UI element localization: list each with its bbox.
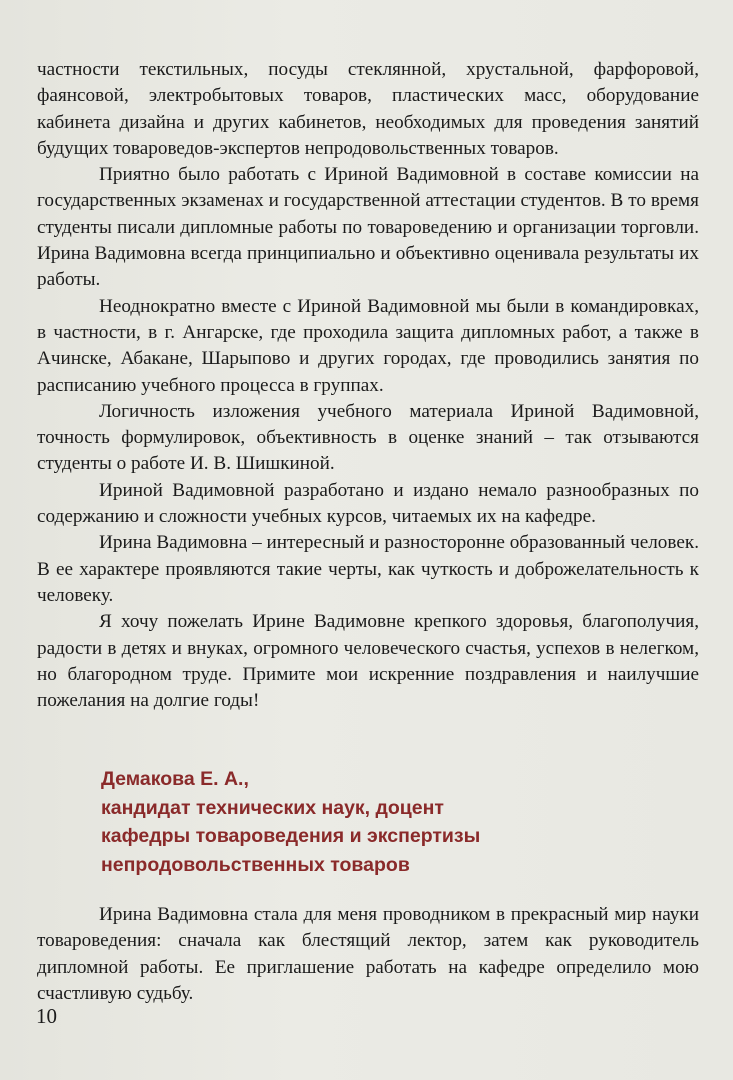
paragraph: Приятно было работать с Ириной Вадимовной в составе комиссии на государственных экзаменах и государственной аттестации студентов. В то время студенты писали дипломные работы по товароведению и организации торговли. Ирина Вадимовна всегда принципиально и объективно оценивала результаты их работы. <box>37 164 699 291</box>
author-heading <box>101 765 701 879</box>
body-text-bottom <box>37 902 699 1007</box>
paragraph-continuation: частности текстильных, посуды стеклянной, хрустальной, фарфоровой, фаянсовой, электробытовых товаров, пластических масс, оборудование кабинета дизайна и других кабинетов, необходимых для проведения занятий будущих товароведов-экспертов непродовольственных товаров. <box>37 59 699 159</box>
paragraph: Ириной Вадимовной разработано и издано немало разнообразных по содержанию и сложности учебных курсов, читаемых их на кафедре. <box>37 479 699 528</box>
author-department: кафедры товароведения и экспертизы <box>101 825 481 847</box>
paragraph: Ирина Вадимовна – интересный и разносторонне образованный человек. В ее характере проявляются такие черты, как чуткость и доброжелательность к человеку. <box>37 532 699 606</box>
paragraph: Логичность изложения учебного материала Ириной Вадимовной, точность формулировок, объективность в оценке знаний – так отзываются студенты о работе И. В. Шишкиной. <box>37 400 699 475</box>
paragraph: Я хочу пожелать Ирине Вадимовне крепкого здоровья, благополучия, радости в детях и внуках, огромного человеческого счастья, успехов в нелегком, но благородном труде. Примите мои искренние поздравления и наилучшие пожелания на долгие годы! <box>37 611 699 712</box>
author-department-cont: непродовольственных товаров <box>101 853 410 876</box>
author-title: кандидат технических наук, доцент <box>101 796 444 819</box>
author-name: Демакова Е. А., <box>101 768 249 790</box>
body-text-top <box>37 57 699 714</box>
page-number: 10 <box>36 1004 57 1028</box>
paragraph: Неоднократно вместе с Ириной Вадимовной мы были в командировках, в частности, в г. Ангарске, где проходила защита дипломных работ, а также в Ачинске, Абакане, Шарыпово и других городах, где проводились занятия по расписанию учебного процесса в группах. <box>37 295 699 396</box>
paragraph: Ирина Вадимовна стала для меня проводником в прекрасный мир науки товароведения: сначала как блестящий лектор, затем как руководитель дипломной работы. Ее приглашение работать на кафедре определило мою счастливую судьбу. <box>37 904 699 1004</box>
